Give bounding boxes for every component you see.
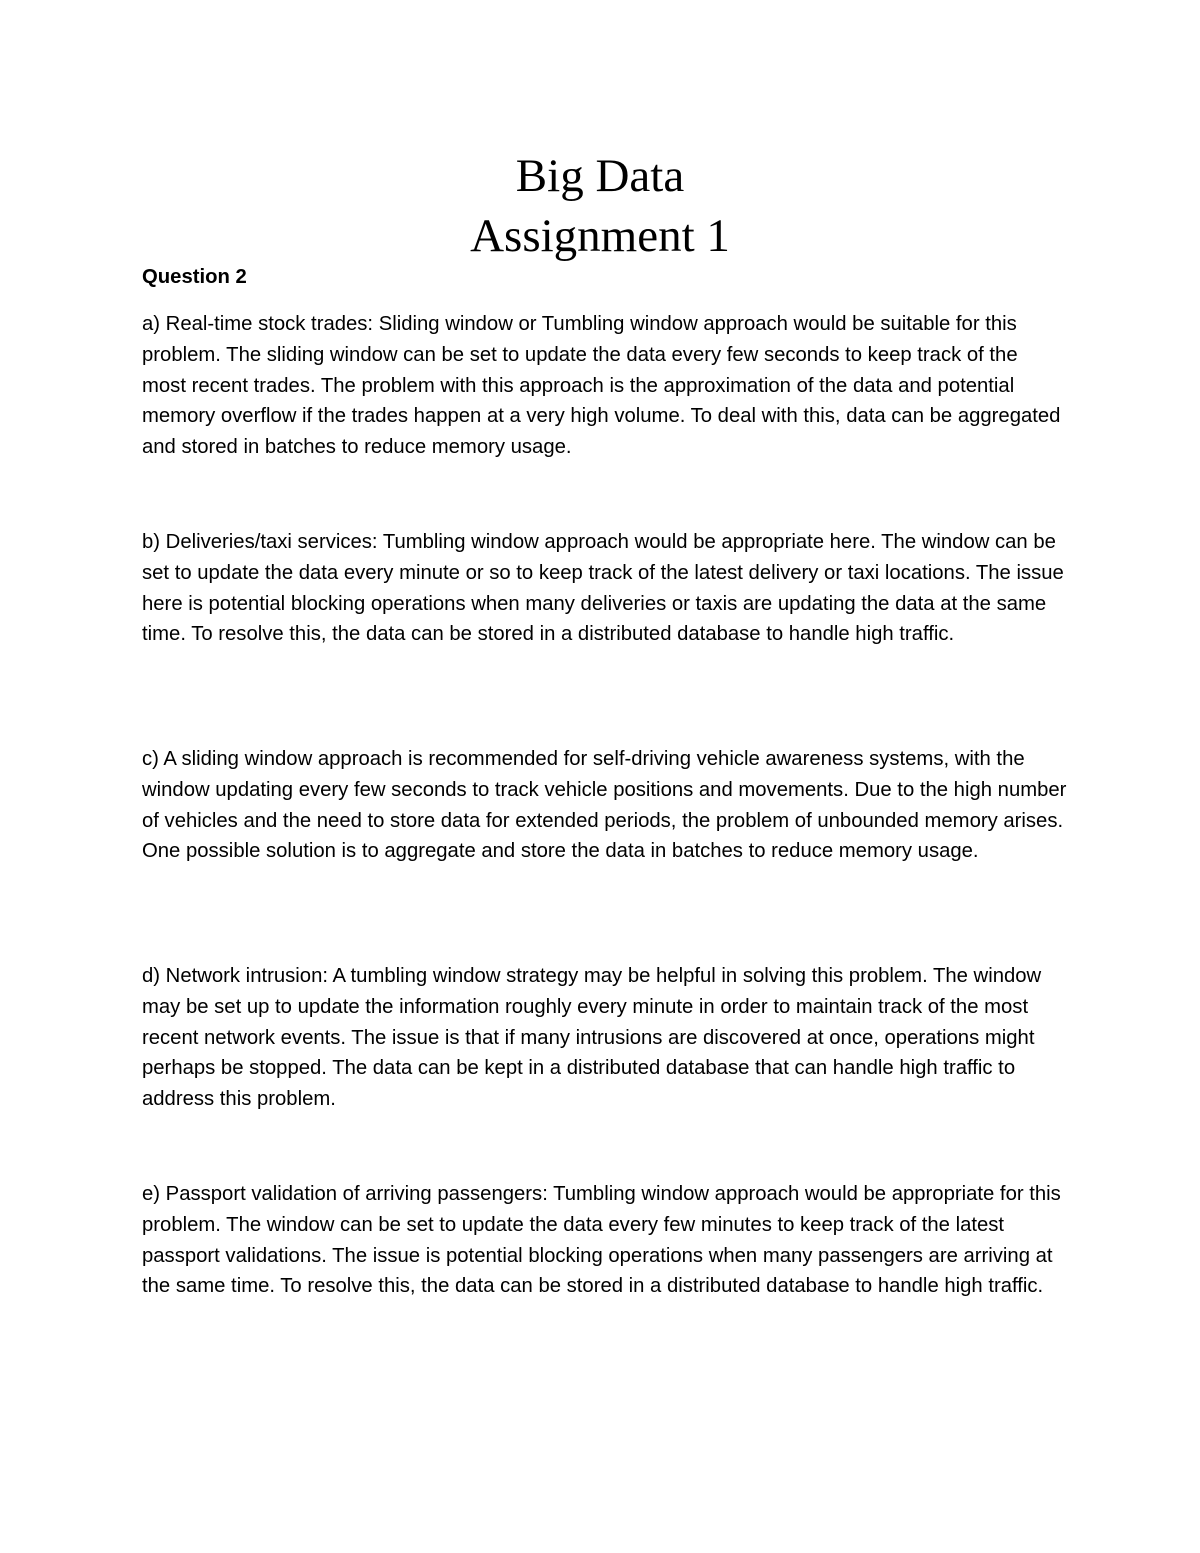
answer-e-paragraph: e) Passport validation of arriving passengers: Tumbling window approach would be appropriate for this problem. The window can be set to update the data every few minutes to keep track of the latest passport validations. The issue is potential blocking operations when many passengers are arriving at the same time. To resolve this, the data can be stored in a distributed database to handle high traffic. xyxy=(142,1183,1061,1298)
question-heading: Question 2 xyxy=(142,266,247,288)
title-line-2: Assignment 1 xyxy=(470,210,730,262)
title-line-1: Big Data xyxy=(515,150,685,202)
answer-a-paragraph: a) Real-time stock trades: Sliding window or Tumbling window approach would be suitable for this problem. The sliding window can be set to update the data every few seconds to keep track of the most recent trades. The problem with this approach is the approximation of the data and potential memory overflow if the trades happen at a very high volume. To deal with this, data can be aggregated and stored in batches to reduce memory usage. xyxy=(142,313,1061,459)
answer-b-paragraph: b) Deliveries/taxi services: Tumbling window approach would be appropriate here. The window can be set to update the data every minute or so to keep track of the latest delivery or taxi locations. The issue here is potential blocking operations when many deliveries or taxis are updating the data at the same time. To resolve this, the data can be stored in a distributed database to handle high traffic. xyxy=(142,531,1064,646)
answer-c-paragraph: c) A sliding window approach is recommended for self-driving vehicle awareness systems, with the window updating every few seconds to track vehicle positions and movements. Due to the high number of vehicles and the need to store data for extended periods, the problem of unbounded memory arises. One possible solution is to aggregate and store the data in batches to reduce memory usage. xyxy=(142,748,1067,863)
document-title xyxy=(0,146,1200,266)
answer-d-paragraph: d) Network intrusion: A tumbling window strategy may be helpful in solving this problem. The window may be set up to update the information roughly every minute in order to maintain track of the most recent network events. The issue is that if many intrusions are discovered at once, operations might perhaps be stopped. The data can be kept in a distributed database that can handle high traffic to address this problem. xyxy=(142,965,1042,1111)
document-body xyxy=(142,262,1067,1298)
